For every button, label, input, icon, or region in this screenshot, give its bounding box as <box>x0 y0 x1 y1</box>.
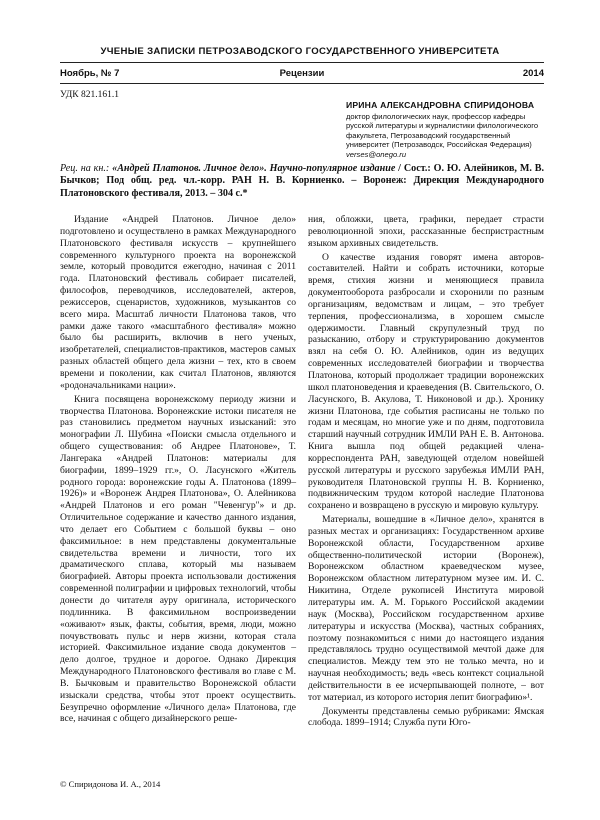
copyright-notice: © Спиридонова И. А., 2014 <box>60 779 161 789</box>
header-rule-bottom <box>60 83 544 84</box>
right-column <box>308 214 544 731</box>
author-affiliation: доктор филологических наук, профессор кафедры русской литературы и журналистики филологического факультета, Петрозаводский государственный университет (Петрозаводск, Российская Федерация) <box>346 111 539 150</box>
body-paragraph: Издание «Андрей Платонов. Личное дело» подготовлено и осуществлено в рамках Международного Платоновского фестиваля искусств – крупнейшего современного культурного проекта на воронежской земле, который проводится ежегодно, начиная с 2011 года. Платоновский фестиваль собирает писателей, философов, переводчиков, исследователей, актеров, режиссеров, сценаристов, художников, музыкантов со всего мира. Масштаб личности Платонова таков, что рамки даже такого «масштабного фестиваля» можно было бы расширить, включив в него ученых, изобретателей, специалистов-практиков, мастеров самых разных областей общего дела жизни – тех, кто в своем времени и поколении, как считал Платонов, являются «родоначальниками нации». <box>60 214 296 391</box>
body-paragraph: Материалы, вошедшие в «Личное дело», хранятся в разных местах и организациях: Государственном архиве Воронежской области, Государственном архиве общественно-политической истории (Воронеж), Воронежском областном краеведческом музее, Воронежском областном литературном музее им. И. С. Никитина, Отделе рукописей Института мировой литературы им. А. М. Горького Российской академии наук (Москва), Российском государственном архиве литературы и искусства (Москва), частных собраниях, поэтому познакомиться с ними до настоящего издания представлялось трудно осуществимой мечтой даже для специалистов. Между тем это не только мечта, но и научная необходимость; ведь «весь контекст социальной действительности в ее исчерпывающей полноте, – вот тот материал, из которого история лепит биографию»¹. <box>308 514 544 703</box>
section-name: Рецензии <box>279 68 325 79</box>
body-paragraph: О качестве издания говорят имена авторов-составителей. Найти и собрать источники, которые время, стихия жизни и меняющиеся правила документооборота разбросали и схоронили по разным организациям, ведомствам и лицам, – это требует терпения, профессионализма, в хорошем смысле одержимости. Главный скрупулезный труд по разысканию, отбору и структурированию документов взял на себя О. Ю. Алейников, один из ведущих современных исследователей биографии и творчества Платонова, который продолжает традиции воронежских школ платоноведения и краеведения (В. Свительского, О. Ласунского, В. Акулова, Т. Никоновой и др.). Хронику жизни Платонова, где события расписаны не только по годам и месяцам, но многие уже и по дням, подготовила старший научный сотрудник ИМЛИ РАН Е. В. Антонова. Книга вышла под общей редакцией члена-корреспондента РАН, заведующей отделом новейшей русской литературы и русского зарубежья ИМЛИ РАН, руководителя Платоновской группы Н. В. Корниенко, подвижническим трудом которой наследие Платонова сохранено и возвращено в русскую и мировую культуру. <box>308 251 544 512</box>
author-name: ИРИНА АЛЕКСАНДРОВНА СПИРИДОНОВА <box>346 100 535 110</box>
citation-title: «Андрей Платонов. Личное дело». Научно-популярное издание <box>112 163 396 174</box>
issue-year: 2014 <box>522 68 544 79</box>
body-paragraph: Книга посвящена воронежскому периоду жизни и творчества Платонова. Воронежские истоки писателя не раз становились предметом научных изысканий: это монографии Л. Шубина «Поиски смысла отдельного и общего существования: об Андрее Платонове», Т. Лангерака «Андрей Платонов: материалы для биографии, 1899–1929 гг.», О. Ласунского «Житель родного города: воронежские годы А. Платонова (1899–1926)» и «Воронеж Андрея Платонова», О. Алейникова «Андрей Платонов и его роман "Чевенгур"» и др. Отличительное содержание и качество данного издания, что делает его Событием с большой буквы – оно факсимильное: в нем представлены документальные свидетельства времени и личности, того их драматического сплава, который мы называем биографией. Авторы проекта использовали достижения современной полиграфии и цифровых технологий, чтобы донести до читателя ауру оригинала, исторического подлинника. В факсимильном воспроизведении «оживают» язык, факты, события, время, люди, можно почувствовать пульс и нерв жизни, которая стала историей. Факсимильное издание свода документов – дело долгое, трудное и дорогое. Однако Дирекция Международного Платоновского фестиваля во главе с М. В. Бычковым и правительство Воронежской области изыскали средства, чтобы этот проект осуществить. Безупречно оформление «Личного дела» Платонова, где все, начиная с общего дизайнерского реше- <box>60 393 296 725</box>
header-rule-top <box>60 62 544 63</box>
citation-details: / Сост.: О. Ю. Алейников, М. В. Бычков; Под общ. ред. чл.-корр. РАН Н. В. Корниенко. – Воронеж: Дирекция Международного Платоновского фестиваля, 2013. – 304 с.* <box>60 163 544 199</box>
author-block <box>346 101 546 160</box>
issue-number: Ноябрь, № 7 <box>60 68 120 79</box>
author-email: verses@onego.ru <box>346 149 407 159</box>
citation-label: Рец. на кн.: <box>60 163 110 174</box>
body-paragraph: ния, обложки, цвета, графики, передает страсти революционной эпохи, рассказанные беспристрастным языком архивных свидетельств. <box>308 214 544 249</box>
udk-code: УДК 821.161.1 <box>60 90 119 100</box>
book-citation <box>60 163 544 200</box>
body-paragraph: Документы представлены семью рубриками: Ямская слобода. 1899–1914; Служба пути Юго- <box>308 705 544 729</box>
journal-title: УЧЕНЫЕ ЗАПИСКИ ПЕТРОЗАВОДСКОГО ГОСУДАРСТВЕННОГО УНИВЕРСИТЕТА <box>100 46 500 57</box>
left-column <box>60 214 296 727</box>
